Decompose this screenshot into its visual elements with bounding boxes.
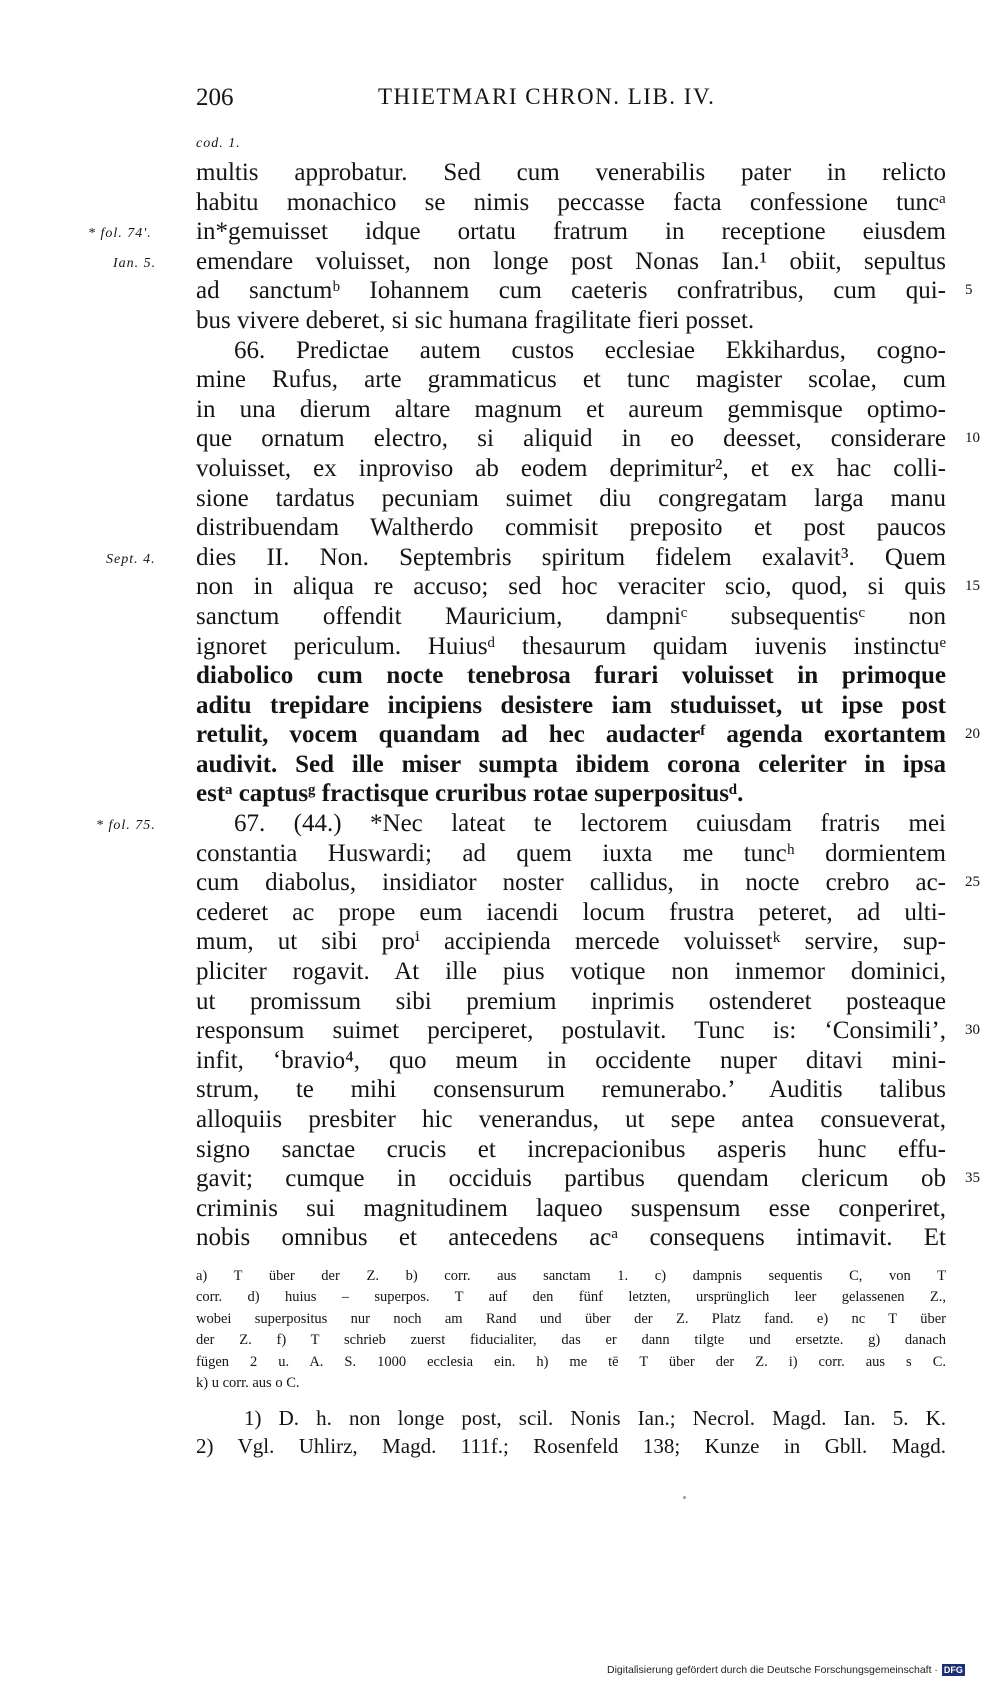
text-line: signo sanctae crucis et increpacionibus asperis hunc effu-: [196, 1135, 946, 1163]
line-number: 15: [965, 578, 980, 594]
text-line: in una dierum altare magnum et aureum gemmisque optimo-: [196, 395, 946, 423]
footnote: 1) D. h. non longe post, scil. Nonis Ian.; Necrol. Magd. Ian. 5. K.: [244, 1406, 946, 1430]
text-line: multis approbatur. Sed cum venerabilis pater in relicto: [196, 159, 946, 186]
text-line: que ornatum electro, si aliquid in eo deesset, considerare: [196, 425, 946, 453]
text-line: voluisset, ex inproviso ab eodem deprimitur², et ex hac colli-: [196, 454, 946, 482]
apparatus-line: fügen 2 u. A. S. 1000 ecclesia ein. h) me tē T über der Z. i) corr. aus s C.: [196, 1353, 946, 1370]
dfg-logo-icon: DFG: [943, 1665, 963, 1676]
margin-note-date: Ian. 5.: [113, 256, 157, 271]
paragraph-67-start: 67. (44.) *Nec lateat te lectorem cuiusdam fratris mei: [234, 810, 946, 838]
digitization-credit: [607, 1664, 965, 1676]
codex-note: cod. 1.: [196, 136, 241, 151]
text-line: habitu monachico se nimis peccasse facta confessione tuncᵃ: [196, 188, 946, 216]
bold-text-line: diabolico cum nocte tenebrosa furari voluisset in primoque: [196, 662, 946, 690]
text-line: cum diabolus, insidiator noster callidus, in nocte crebro ac-: [196, 869, 946, 897]
main-text: [196, 158, 946, 1253]
text-line: infit, ‘bravio⁴, quo meum in occidente nuper ditavi mini-: [196, 1046, 946, 1074]
credit-text: Digitalisierung gefördert durch die Deutsche Forschungsgemeinschaft ·: [607, 1664, 938, 1676]
bold-text-line: aditu trepidare incipiens desistere iam studuisset, ut ipse post: [196, 691, 946, 719]
line-number: 30: [965, 1022, 980, 1038]
apparatus-line: k) u corr. aus o C.: [196, 1374, 300, 1391]
line-number: 5: [965, 282, 973, 298]
line-number: 20: [965, 726, 980, 742]
text-line: mum, ut sibi proⁱ accipienda mercede voluissetᵏ servire, sup-: [196, 928, 946, 956]
text-line: nobis omnibus et antecedens acᵃ consequens intimavit. Et: [196, 1224, 946, 1252]
bold-text-line: audivit. Sed ille miser sumpta ibidem corona celeriter in ipsa: [196, 750, 946, 778]
text-line: in*gemuisset idque ortatu fratrum in receptione eiusdem: [196, 218, 946, 246]
text-line: pliciter rogavit. At ille pius votique non inmemor dominici,: [196, 958, 946, 986]
paragraph-66-start: 66. Predictae autem custos ecclesiae Ekkihardus, cogno-: [234, 336, 946, 364]
apparatus-line: corr. d) huius – superpos. T auf den fünf letzten, ursprünglich leer gelassenen Z.,: [196, 1289, 946, 1306]
text-line: cederet ac prope eum iacendi locum frustra peteret, ad ulti-: [196, 898, 946, 926]
text-line: constantia Huswardi; ad quem iuxta me tuncʰ dormientem: [196, 839, 946, 867]
margin-note-folio: * fol. 74'.: [88, 226, 152, 241]
scan-speck: [683, 1496, 686, 1499]
bold-text-line: estᵃ captusᵍ fractisque cruribus rotae superpositusᵈ.: [196, 780, 744, 808]
line-number: 35: [965, 1170, 980, 1186]
text-line: emendare voluisset, non longe post Nonas Ian.¹ obiit, sepultus: [196, 247, 946, 275]
line-number: 10: [965, 430, 980, 446]
running-title: THIETMARI CHRON. LIB. IV.: [378, 84, 716, 109]
text-line: bus vivere deberet, si sic humana fragilitate fieri posset.: [196, 306, 755, 334]
page-header: [0, 84, 1000, 118]
margin-note-date: Sept. 4.: [106, 552, 156, 567]
critical-apparatus: [196, 1266, 946, 1394]
text-line: ad sanctumᵇ Iohannem cum caeteris confratribus, cum qui-: [196, 277, 946, 305]
bold-text-line: retulit, vocem quandam ad hec audacterᶠ agenda exortantem: [196, 721, 946, 749]
footnotes: [196, 1404, 946, 1460]
line-number: 25: [965, 874, 980, 890]
text-line: dies II. Non. Septembris spiritum fidelem exalavit³. Quem: [196, 543, 946, 571]
footnote: 2) Vgl. Uhlirz, Magd. 111f.; Rosenfeld 138; Kunze in Gbll. Magd.: [196, 1434, 946, 1458]
text-line: sanctum offendit Mauricium, dampniᶜ subsequentisᶜ non: [196, 602, 946, 630]
apparatus-line: wobei superpositus nur noch am Rand und über der Z. Platz fand. e) nc T über: [196, 1310, 946, 1327]
text-line: ut promissum sibi premium inprimis ostenderet posteaque: [196, 987, 946, 1015]
text-line: distribuendam Waltherdo commisit preposito et post paucos: [196, 514, 946, 542]
text-line: responsum suimet perciperet, postulavit. Tunc is: ‘Consimili’,: [196, 1017, 946, 1045]
text-line: sione tardatus pecuniam suimet diu congregatam larga manu: [196, 484, 946, 512]
text-line: alloquiis presbiter hic venerandus, ut sepe antea consueverat,: [196, 1106, 946, 1133]
text-line: criminis sui magnitudinem laqueo suspensum esse conperiret,: [196, 1194, 946, 1222]
text-line: gavit; cumque in occiduis partibus quendam clericum ob: [196, 1165, 946, 1193]
apparatus-line: der Z. f) T schrieb zuerst fiducialiter, das er dann tilgte und ersetzte. g) danach: [196, 1332, 946, 1349]
text-line: non in aliqua re accuso; sed hoc veraciter scio, quod, si quis: [196, 573, 946, 601]
margin-note-folio: * fol. 75.: [96, 818, 156, 833]
text-line: ignoret periculum. Huiusᵈ thesaurum quidam iuvenis instinctuᵉ: [196, 632, 946, 660]
text-line: mine Rufus, arte grammaticus et tunc magister scolae, cum: [196, 366, 946, 394]
apparatus-line: a) T über der Z. b) corr. aus sanctam 1. c) dampnis sequentis C, von T: [196, 1268, 946, 1284]
text-line: strum, te mihi consensurum remunerabo.’ Auditis talibus: [196, 1076, 946, 1104]
page-number: 206: [196, 84, 234, 111]
